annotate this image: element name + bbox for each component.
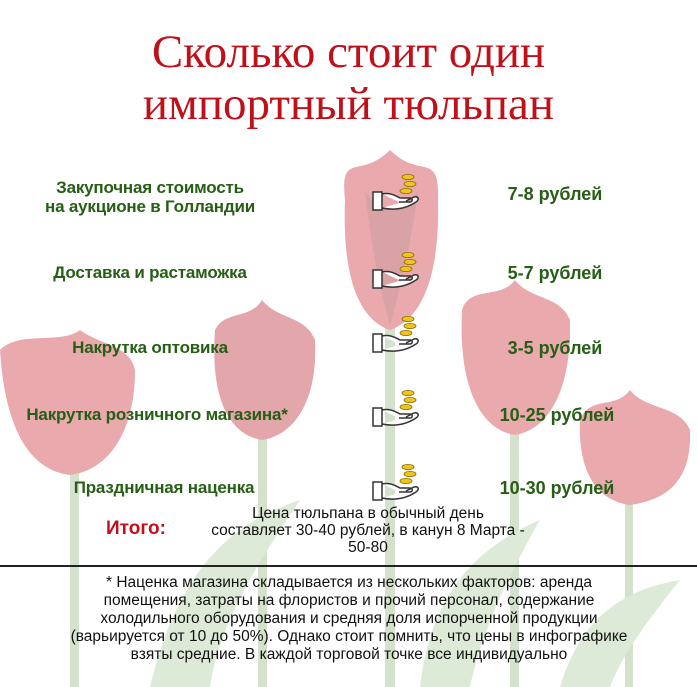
divider bbox=[0, 565, 697, 567]
title-line-2: импортный тюльпан bbox=[142, 78, 555, 130]
row-label-wholesale bbox=[0, 338, 300, 357]
row-value-purchase: 7-8 рублей bbox=[507, 184, 603, 204]
row-label-line: Накрутка оптовика bbox=[72, 338, 228, 357]
row-label-line: Закупочная стоимость bbox=[56, 178, 244, 197]
row-value-delivery: 5-7 рублей bbox=[507, 263, 603, 283]
footnote-line: * Наценка магазина складывается из нескольких факторов: аренда bbox=[106, 574, 592, 591]
row-label-line: Доставка и растаможка bbox=[53, 263, 247, 282]
row-label-purchase bbox=[0, 178, 300, 216]
footnote-line: взяты средние. В каждой торговой точке все индивидуально bbox=[130, 646, 568, 663]
row-label-line: Накрутка розничного магазина* bbox=[26, 405, 288, 424]
row-value-retail: 10-25 рублей bbox=[499, 405, 615, 425]
footnote-line: (варьируется от 10 до 50%). Однако стоит помнить, что цены в инфографике bbox=[70, 628, 628, 645]
total-line: составляет 30-40 рублей, в канун 8 Марта - bbox=[211, 522, 525, 539]
row-label-holiday bbox=[14, 478, 314, 497]
row-value-holiday: 10-30 рублей bbox=[499, 478, 615, 498]
hand-with-coins-icon bbox=[372, 460, 424, 506]
hand-with-coins-icon bbox=[372, 170, 424, 216]
total-text bbox=[188, 505, 548, 556]
hand-with-coins-icon bbox=[372, 386, 424, 432]
row-label-line: Праздничная наценка bbox=[73, 478, 255, 497]
hand-with-coins-icon bbox=[372, 248, 424, 294]
footnote-line: холодильного оборудования и средняя доля испорченной продукции bbox=[100, 610, 598, 627]
title-line-1: Сколько стоит один bbox=[151, 26, 546, 78]
hand-with-coins-icon bbox=[372, 312, 424, 358]
footnote bbox=[24, 574, 674, 664]
row-label-delivery bbox=[0, 263, 300, 282]
page-title bbox=[0, 26, 697, 130]
total-line: Цена тюльпана в обычный день bbox=[252, 505, 484, 522]
total-line: 50-80 bbox=[348, 539, 388, 556]
total-label: Итого: bbox=[106, 518, 166, 539]
row-label-retail bbox=[4, 405, 310, 424]
footnote-line: помещения, затраты на флористов и прочий персонал, содержание bbox=[103, 592, 595, 609]
row-label-line: на аукционе в Голландии bbox=[45, 197, 255, 216]
row-value-wholesale: 3-5 рублей bbox=[507, 338, 603, 358]
